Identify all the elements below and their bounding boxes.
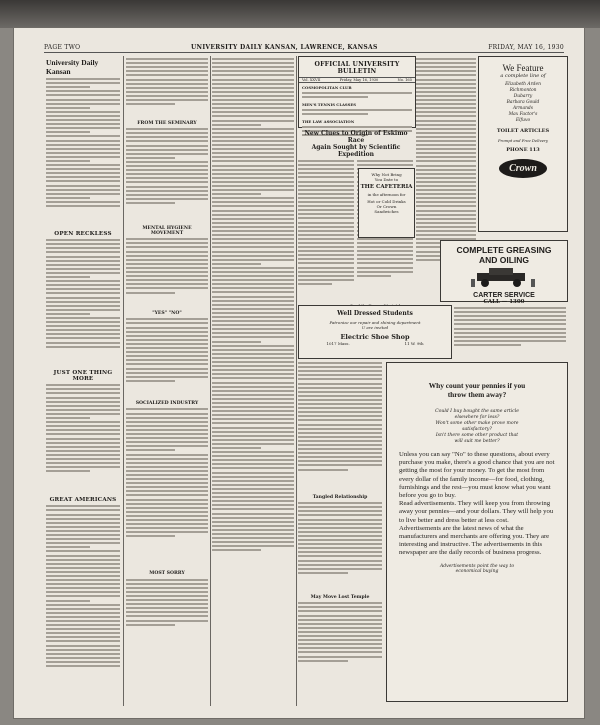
story-text: [298, 158, 354, 303]
pennies-question: Isn't there some other product that: [435, 433, 519, 438]
pennies-question: Could I buy bought the same article: [435, 409, 519, 414]
pennies-questions: [387, 409, 567, 445]
bulletin-text: [302, 109, 412, 119]
toilet-articles: TOILET ARTICLES: [496, 128, 550, 134]
staff-listing: [46, 78, 120, 228]
article-text: [126, 408, 208, 568]
column-seminary: [126, 56, 208, 706]
feature-subtitle: a complete line of: [500, 73, 546, 79]
col1-headline-2: JUST ONE THING MORE: [53, 370, 113, 383]
col3-headline-5: MOST SORRY: [149, 571, 185, 577]
shop-name: Electric Shoe Shop: [340, 333, 410, 341]
article-text: [126, 238, 208, 308]
cafeteria-question-1: Why Not Bring: [371, 172, 402, 177]
bulletin-title: OFFICIAL UNIVERSITY BULLETIN: [314, 61, 400, 75]
column-small-stories: [298, 360, 382, 700]
phone-line: PHONE 113: [506, 147, 540, 153]
brand-item: Richmonton: [509, 88, 537, 93]
cafeteria-ad: [358, 168, 415, 238]
pennies-ad: [386, 362, 568, 702]
feature-ad: [478, 56, 568, 232]
brand-item: Elfuvo: [515, 118, 531, 123]
cafeteria-line: Sandwiches: [374, 209, 399, 214]
article-text: [46, 505, 120, 705]
shop-line-3: U are invited: [361, 325, 389, 330]
cafeteria-question-2: You Date to: [374, 177, 399, 182]
pennies-footer-1: Advertisements point the way to: [439, 563, 515, 569]
pennies-footer-2: economical buying: [455, 568, 499, 574]
pennies-question: will suit me better?: [454, 439, 500, 444]
article-text: [46, 239, 120, 367]
crown-logo: Crown: [499, 159, 547, 178]
pennies-body-2: Read advertisements. They will keep you from throwing away your pennies—and your dollars. They will help you to live better and dress better at less cost.: [399, 500, 554, 524]
column-filler: [454, 305, 566, 357]
delivery-line: Prompt and Free Delivery: [498, 138, 548, 143]
bulletin-date: Friday, May 16, 1930: [339, 78, 379, 82]
shop-line-2: Patronize our repair and shining department: [329, 320, 421, 325]
article-text: [298, 502, 382, 592]
pennies-body-3: Advertisements are the latest news of what the manufacturers and merchants are offering you. They are interesting and instructive. The advertisements in this newspaper are the daily records of business progress.: [399, 524, 550, 557]
cafeteria-line: Hot or Cold Drinks: [367, 199, 406, 204]
article-text: [126, 318, 208, 398]
shop-line-1: Well Dressed Students: [337, 310, 413, 317]
col3-headline-1: FROM THE SEMINARY: [137, 121, 197, 127]
bulletin-item: COSMOPOLITAN CLUB: [302, 85, 352, 90]
brand-item: Max Factor's: [508, 112, 538, 117]
masthead: [44, 42, 564, 53]
article-text: [298, 362, 382, 492]
col3-headline-2: MENTAL HYGIENE MOVEMENT: [142, 226, 192, 237]
shop-address: 1017 Mass.: [326, 341, 350, 346]
carter-service: CARTER SERVICE: [473, 292, 535, 299]
brand-item: Elizabeth Arden: [505, 82, 541, 87]
bulletin-item: MEN'S TENNIS CLASSES: [302, 102, 356, 108]
small-story-title: Tangled Relationship: [312, 495, 368, 501]
bulletin-text: [302, 92, 412, 102]
bulletin-item: THE LAW ASSOCIATION: [302, 119, 355, 125]
pennies-question: Won't some other make prove more: [435, 421, 519, 426]
article-text: [126, 128, 208, 223]
greasing-ad: [440, 240, 568, 305]
cafeteria-name: THE CAFETERIA: [360, 184, 413, 190]
carter-call: CALL — 1300: [483, 299, 525, 305]
article-text: [126, 579, 208, 639]
column-rule: [123, 56, 124, 706]
article-text: [298, 602, 382, 682]
paper-name: University Daily Kansan: [46, 58, 99, 76]
brand-item: Armands: [513, 106, 533, 111]
bulletin-no: No. 165: [397, 78, 412, 82]
article-text: [126, 58, 208, 118]
article-text: [454, 307, 566, 357]
col1-headline-3: GREAT AMERICANS: [49, 497, 117, 504]
shoe-shop-ad: [298, 305, 452, 359]
col1-headline-1: OPEN RECKLESS: [54, 231, 112, 238]
cafeteria-line: in the afternoon for: [367, 192, 406, 197]
brand-list: [479, 82, 567, 124]
pennies-heading-1: Why count your pennies if you: [428, 381, 526, 390]
article-text: [212, 58, 294, 698]
small-story-title: May Move Lost Temple: [310, 595, 370, 601]
column-editorial: [46, 56, 120, 706]
pennies-question: elsewhere for less?: [454, 415, 500, 420]
masthead-date: FRIDAY, MAY 16, 1930: [488, 43, 564, 51]
story-headline-2: Again Sought by Scientific Expedition: [311, 144, 401, 158]
column-rule: [296, 56, 297, 706]
official-bulletin: [298, 56, 416, 128]
pennies-body: Unless you can say "No" to these questions, about every purchase you make, there's a good chance that you are not getting the most for your money. To get the most from every dollar of the family income—for food, clothing, furnishings and the rest—you must know what you want before you go to buy.: [399, 451, 555, 500]
shop-addresses: [299, 341, 451, 346]
col3-headline-4: SOCIALIZED INDUSTRY: [135, 401, 199, 407]
greasing-title-1: COMPLETE GREASING: [456, 245, 552, 255]
scan-top-strip: [0, 0, 600, 28]
column-rule: [210, 56, 211, 706]
story-headline-1: New Clues to Origin of Eskimo Race: [304, 130, 408, 144]
bulletin-meta: [299, 77, 415, 83]
brand-item: Barbara Gould: [506, 100, 540, 105]
article-text: [46, 384, 120, 494]
cafeteria-line: Or Crown: [376, 204, 397, 209]
col3-headline-3: "YES" "NO": [152, 311, 182, 317]
pennies-question: satisfactory?: [462, 427, 492, 432]
feature-title: We Feature: [502, 63, 544, 73]
greasing-title-2: AND OILING: [478, 255, 530, 265]
car-icon: [469, 266, 539, 288]
brand-item: Dubarry: [513, 94, 533, 99]
column-socialized: [212, 56, 294, 706]
page-number: PAGE TWO: [44, 43, 81, 51]
pennies-heading-2: throw them away?: [447, 390, 507, 399]
shop-address: 11 W. 9th: [404, 341, 424, 346]
bulletin-vol: Vol. XXVII: [302, 78, 321, 82]
masthead-title: UNIVERSITY DAILY KANSAN, LAWRENCE, KANSAS: [191, 43, 378, 51]
